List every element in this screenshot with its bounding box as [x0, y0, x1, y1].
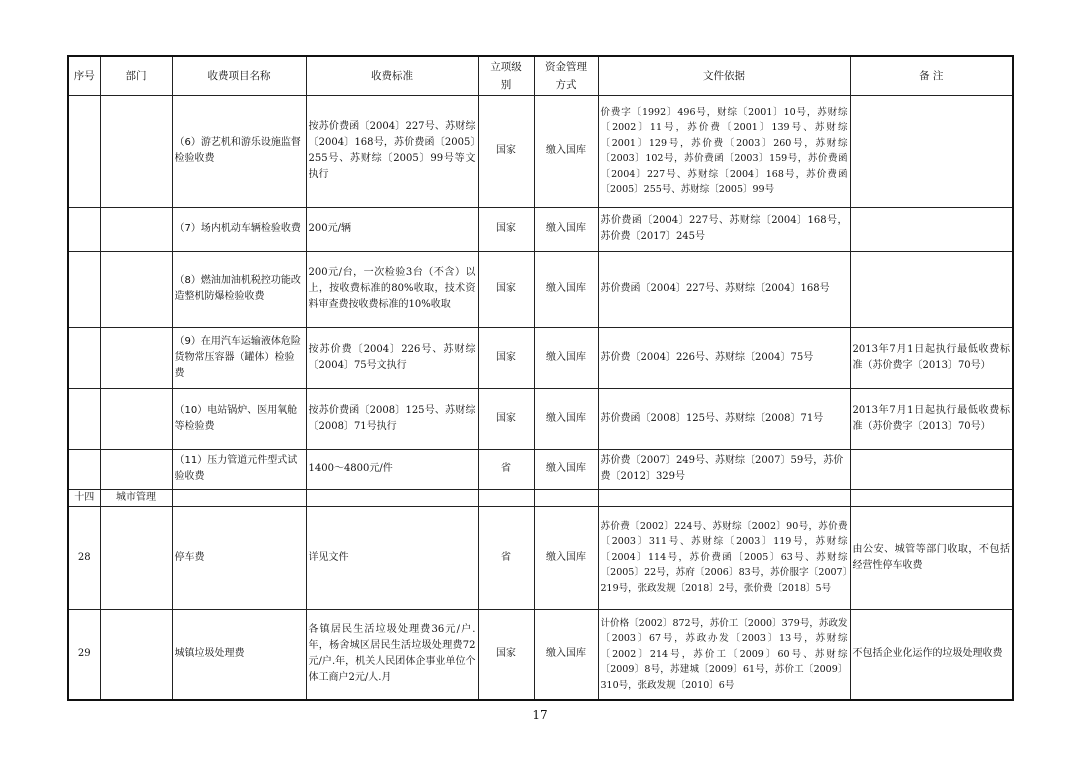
cell-dept [100, 251, 172, 327]
header-dept: 部门 [100, 56, 172, 95]
cell-basis: 苏价费函〔2008〕125号、苏财综〔2008〕71号 [598, 388, 850, 449]
cell-fund: 缴入国库 [534, 95, 598, 207]
cell-item: （6）游艺机和游乐设施监督检验收费 [172, 95, 306, 207]
cell-level: 国家 [478, 609, 534, 700]
cell-standard: 200元/辆 [306, 207, 478, 251]
header-basis: 文件依据 [598, 56, 850, 95]
cell-fund: 缴入国库 [534, 207, 598, 251]
table-row [68, 95, 1013, 207]
table-row [68, 609, 1013, 700]
header-remark: 备 注 [850, 56, 1013, 95]
cell-dept [100, 449, 172, 489]
cell-basis: 计价格〔2002〕872号，苏价工〔2000〕379号，苏政发〔2003〕67号，苏政办发〔2003〕13号，苏财综〔2002〕214号，苏价工〔2009〕60号、苏财综〔2009〕8号，苏建城〔2009〕61号，苏价工〔2009〕310号，张政发规〔2010〕6号 [598, 609, 850, 700]
cell-dept [100, 388, 172, 449]
cell-standard: 按苏价费函〔2008〕125号、苏财综〔2008〕71号执行 [306, 388, 478, 449]
cell-dept [100, 609, 172, 700]
cell-dept [100, 207, 172, 251]
cell-level: 省 [478, 506, 534, 609]
cell-level: 省 [478, 449, 534, 489]
cell-basis: 价费字〔1992〕496号，财综〔2001〕10号，苏财综〔2002〕11号，苏价费〔2001〕139号、苏财综〔2001〕129号，苏价费〔2003〕260号，苏财综〔2003〕102号，苏价费函〔2003〕159号，苏价费函〔2004〕227号、苏财综〔2004〕168号，苏价费函〔2005〕255号、苏财综〔2005〕99号 [598, 95, 850, 207]
cell-item: 停车费 [172, 506, 306, 609]
cell-standard: 各镇居民生活垃圾处理费36元/户.年，杨舍城区居民生活垃圾处理费72元/户.年，机关人民团体企事业单位个体工商户2元/人.月 [306, 609, 478, 700]
header-fund: 资金管理方式 [534, 56, 598, 95]
cell-item: （10）电站锅炉、医用氧舱等检验费 [172, 388, 306, 449]
cell-fund: 缴入国库 [534, 251, 598, 327]
fee-table [67, 55, 1014, 701]
cell-level: 国家 [478, 207, 534, 251]
cell-fund: 缴入国库 [534, 609, 598, 700]
cell-level: 国家 [478, 251, 534, 327]
cell-level: 国家 [478, 95, 534, 207]
cell-remark [850, 251, 1013, 327]
cell-standard: 按苏价费〔2004〕226号、苏财综〔2004〕75号文执行 [306, 327, 478, 388]
cell-level: 国家 [478, 388, 534, 449]
cell-item: （9）在用汽车运输液体危险货物常压容器（罐体）检验费 [172, 327, 306, 388]
section-row [68, 489, 1013, 506]
cell-remark: 不包括企业化运作的垃圾处理收费 [850, 609, 1013, 700]
cell-dept [100, 506, 172, 609]
table-row [68, 207, 1013, 251]
header-item: 收费项目名称 [172, 56, 306, 95]
cell-level: 国家 [478, 327, 534, 388]
cell-remark [850, 449, 1013, 489]
cell-fund: 缴入国库 [534, 449, 598, 489]
cell-standard: 200元/台，一次检验3台（不含）以上，按收费标准的80%收取，技术资料审查费按收费标准的10%收取 [306, 251, 478, 327]
cell-remark: 由公安、城管等部门收取，不包括经营性停车收费 [850, 506, 1013, 609]
cell-item: （11）压力管道元件型式试验收费 [172, 449, 306, 489]
cell-standard: 按苏价费函〔2004〕227号、苏财综〔2004〕168号，苏价费函〔2005〕255号、苏财综〔2005〕99号等文执行 [306, 95, 478, 207]
cell-item: （8）燃油加油机税控功能改造整机防爆检验收费 [172, 251, 306, 327]
cell-dept [100, 95, 172, 207]
header-row [68, 56, 1013, 95]
cell-standard: 详见文件 [306, 506, 478, 609]
cell-basis: 苏价费〔2004〕226号、苏财综〔2004〕75号 [598, 327, 850, 388]
cell-basis: 苏价费函〔2004〕227号、苏财综〔2004〕168号 [598, 251, 850, 327]
cell-basis: 苏价费〔2002〕224号、苏财综〔2002〕90号，苏价费〔2003〕311号、苏财综〔2003〕119号，苏财综〔2004〕114号，苏价费函〔2005〕63号、苏财综〔2005〕22号，苏府〔2006〕83号，苏价服字〔2007〕219号，张政发规〔2018〕2号，张价费〔2018〕5号 [598, 506, 850, 609]
table-row [68, 327, 1013, 388]
cell-seq [68, 388, 100, 449]
cell-dept [100, 327, 172, 388]
cell-seq [68, 95, 100, 207]
cell-standard: 1400～4800元/件 [306, 449, 478, 489]
cell-seq [68, 327, 100, 388]
table-row [68, 506, 1013, 609]
table-row [68, 449, 1013, 489]
header-level: 立项级别 [478, 56, 534, 95]
header-standard: 收费标准 [306, 56, 478, 95]
page-number: 17 [532, 708, 548, 722]
table-row [68, 251, 1013, 327]
cell-item: （7）场内机动车辆检验收费 [172, 207, 306, 251]
section-label: 城市管理 [100, 489, 172, 506]
cell-fund: 缴入国库 [534, 388, 598, 449]
header-seq: 序号 [68, 56, 100, 95]
cell-fund: 缴入国库 [534, 506, 598, 609]
cell-remark: 2013年7月1日起执行最低收费标准（苏价费字〔2013〕70号） [850, 327, 1013, 388]
cell-seq [68, 449, 100, 489]
cell-seq: 28 [68, 506, 100, 609]
cell-item: 城镇垃圾处理费 [172, 609, 306, 700]
cell-seq [68, 251, 100, 327]
cell-remark [850, 95, 1013, 207]
cell-seq: 29 [68, 609, 100, 700]
cell-seq [68, 207, 100, 251]
cell-basis: 苏价费〔2007〕249号、苏财综〔2007〕59号，苏价费〔2012〕329号 [598, 449, 850, 489]
cell-fund: 缴入国库 [534, 327, 598, 388]
cell-basis: 苏价费函〔2004〕227号、苏财综〔2004〕168号，苏价费〔2017〕245号 [598, 207, 850, 251]
table-row [68, 388, 1013, 449]
cell-remark [850, 207, 1013, 251]
section-seq: 十四 [68, 489, 100, 506]
cell-remark: 2013年7月1日起执行最低收费标准（苏价费字〔2013〕70号） [850, 388, 1013, 449]
